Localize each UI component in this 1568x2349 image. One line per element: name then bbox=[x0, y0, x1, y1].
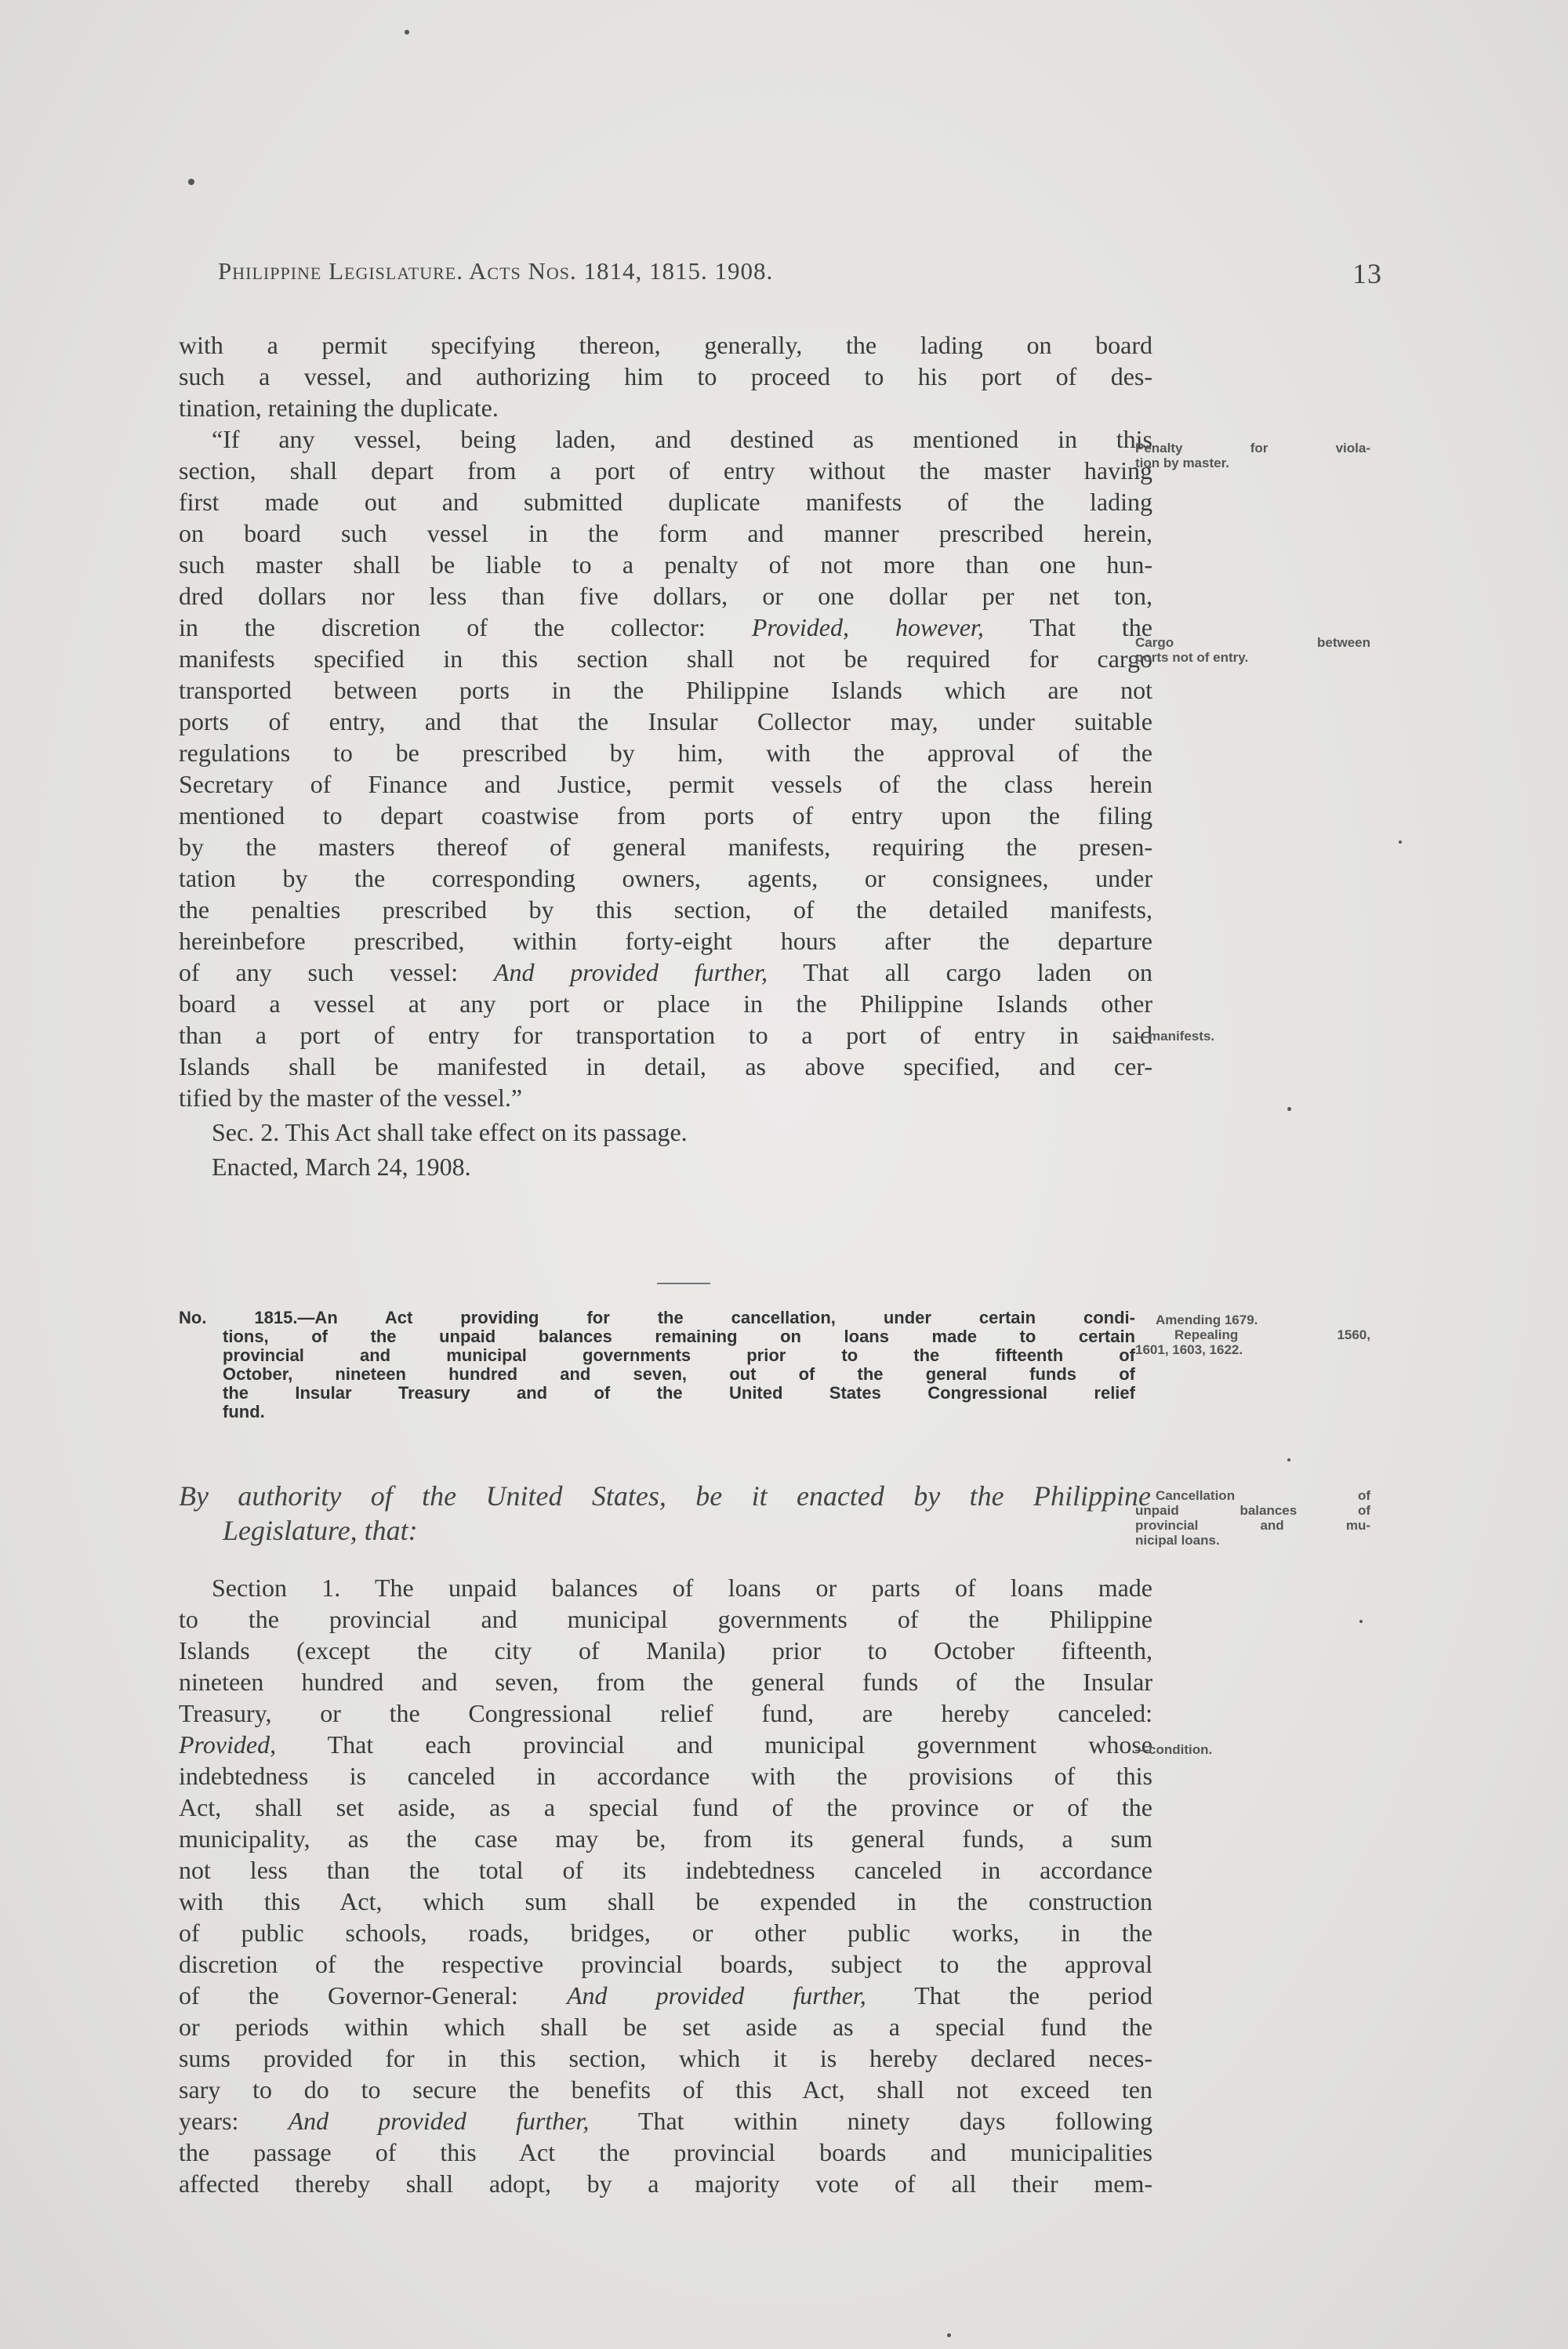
section-divider bbox=[657, 1283, 710, 1284]
text-line: affected thereby shall adopt, by a majority vote of all their mem- bbox=[179, 2169, 1152, 2198]
enacting-clause bbox=[179, 1479, 1151, 1548]
text-line: than a port of entry for transportation to a port of entry in said bbox=[179, 1021, 1152, 1049]
text-line: the passage of this Act the provincial boards and municipalities bbox=[179, 2138, 1152, 2166]
text-line: such master shall be liable to a penalty of not more than one hun- bbox=[179, 550, 1152, 579]
text-line: hereinbefore prescribed, within forty-eight hours after the departure bbox=[179, 927, 1152, 955]
text-line: of public schools, roads, bridges, or other public works, in the bbox=[179, 1919, 1152, 1947]
margin-note-amending: Amending 1679. Repealing 1560, 1601, 1603, 1622. bbox=[1135, 1312, 1370, 1357]
act-1814-continuation bbox=[179, 329, 1152, 1182]
text-line: of any such vessel: And provided further, That all cargo laden on bbox=[179, 958, 1152, 986]
text-line: with this Act, which sum shall be expended in the construction bbox=[179, 1887, 1152, 1915]
title-line: the Insular Treasury and of the United States Congressional relief bbox=[223, 1383, 1135, 1403]
title-line: October, nineteen hundred and seven, out of the general funds of bbox=[223, 1364, 1135, 1384]
title-line: No. 1815.—An Act providing for the cancellation, under certain condi- bbox=[179, 1308, 1135, 1327]
text-line: years: And provided further, That within ninety days following bbox=[179, 2107, 1152, 2135]
text-line: regulations to be prescribed by him, with the approval of the bbox=[179, 739, 1152, 767]
text-line: dred dollars nor less than five dollars, or one dollar per net ton, bbox=[179, 582, 1152, 610]
text-line: of the Governor-General: And provided further, That the period bbox=[179, 1981, 1152, 2010]
text-line: sary to do to secure the benefits of this Act, shall not exceed ten bbox=[179, 2075, 1152, 2104]
text-line: on board such vessel in the form and manner prescribed herein, bbox=[179, 519, 1152, 547]
text-line: discretion of the respective provincial boards, subject to the approval bbox=[179, 1950, 1152, 1978]
text-line: “If any vessel, being laden, and destined as mentioned in this bbox=[212, 425, 1152, 453]
margin-note-manifests: —manifests. bbox=[1135, 1029, 1215, 1044]
text-line: in the discretion of the collector: Provided, however, That the bbox=[179, 613, 1152, 641]
section-1 bbox=[179, 1572, 1152, 2199]
text-line: sums provided for in this section, which it is hereby declared neces- bbox=[179, 2044, 1152, 2072]
act-1815-title bbox=[179, 1309, 1135, 1421]
paper-speck bbox=[1287, 1107, 1291, 1111]
margin-note-penalty: Penalty for viola- tion by master. bbox=[1135, 441, 1370, 470]
text-line: manifests specified in this section shall not be required for cargo bbox=[179, 644, 1152, 673]
margin-note-cancellation: Cancellation of unpaid balances of provincial and mu- nicipal loans. bbox=[1135, 1488, 1370, 1548]
title-line: tions, of the unpaid balances remaining on loans made to certain bbox=[223, 1327, 1135, 1346]
text-line: Provided, That each provincial and municipal government whose bbox=[179, 1730, 1152, 1759]
text-line: Act, shall set aside, as a special fund of the province or of the bbox=[179, 1793, 1152, 1821]
running-head: Philippine Legislature. Acts Nos. 1814, 1815. 1908. bbox=[218, 257, 774, 285]
paper-speck bbox=[947, 2333, 951, 2337]
text-line: by the masters thereof of general manifests, requiring the presen- bbox=[179, 833, 1152, 861]
text-line: municipality, as the case may be, from its general funds, a sum bbox=[179, 1824, 1152, 1853]
paper-speck bbox=[405, 30, 409, 34]
text-line: not less than the total of its indebtedness canceled in accordance bbox=[179, 1856, 1152, 1884]
text-line: or periods within which shall be set aside as a special fund the bbox=[179, 2013, 1152, 2041]
title-line: fund. bbox=[223, 1402, 265, 1421]
paper-speck bbox=[188, 179, 194, 185]
text-line: nineteen hundred and seven, from the general funds of the Insular bbox=[179, 1668, 1152, 1696]
page-number: 13 bbox=[1352, 258, 1382, 289]
text-line: Section 1. The unpaid balances of loans or parts of loans made bbox=[212, 1574, 1152, 1602]
paper-speck bbox=[1287, 1458, 1290, 1461]
text-line: Islands (except the city of Manila) prior to October fifteenth, bbox=[179, 1636, 1152, 1665]
text-line: with a permit specifying thereon, generally, the lading on board bbox=[179, 331, 1152, 359]
text-line: transported between ports in the Philippine Islands which are not bbox=[179, 676, 1152, 704]
page-header bbox=[218, 257, 1382, 296]
text-line: tination, retaining the duplicate. bbox=[179, 394, 499, 422]
text-line: to the provincial and municipal governments of the Philippine bbox=[179, 1605, 1152, 1633]
text-line: the penalties prescribed by this section, of the detailed manifests, bbox=[179, 895, 1152, 924]
text-line: section, shall depart from a port of entry without the master having bbox=[179, 456, 1152, 485]
enacting-line: By authority of the United States, be it enacted by the Philippine bbox=[179, 1480, 1151, 1512]
text-line: tation by the corresponding owners, agents, or consignees, under bbox=[179, 864, 1152, 892]
text-line: Islands shall be manifested in detail, as above specified, and cer- bbox=[179, 1052, 1152, 1080]
title-line: provincial and municipal governments prior to the fifteenth of bbox=[223, 1345, 1135, 1365]
text-line: ports of entry, and that the Insular Collector may, under suitable bbox=[179, 707, 1152, 735]
text-line: Treasury, or the Congressional relief fund, are hereby canceled: bbox=[179, 1699, 1152, 1727]
margin-note-cargo: Cargo between ports not of entry. bbox=[1135, 635, 1370, 665]
enacting-line: Legislature, that: bbox=[223, 1515, 418, 1546]
enacted-date: Enacted, March 24, 1908. bbox=[212, 1153, 471, 1181]
text-line: Secretary of Finance and Justice, permit vessels of the class herein bbox=[179, 770, 1152, 798]
section-2: Sec. 2. This Act shall take effect on its passage. bbox=[212, 1118, 688, 1146]
paper-speck bbox=[1359, 1620, 1363, 1623]
paper-speck bbox=[1399, 840, 1402, 844]
margin-note-condition: —condition. bbox=[1135, 1742, 1213, 1757]
text-line: board a vessel at any port or place in the Philippine Islands other bbox=[179, 989, 1152, 1018]
text-line: mentioned to depart coastwise from ports of entry upon the filing bbox=[179, 801, 1152, 830]
text-line: such a vessel, and authorizing him to proceed to his port of des- bbox=[179, 362, 1152, 390]
text-line: first made out and submitted duplicate manifests of the lading bbox=[179, 488, 1152, 516]
text-line: indebtedness is canceled in accordance with the provisions of this bbox=[179, 1762, 1152, 1790]
text-line: tified by the master of the vessel.” bbox=[179, 1084, 523, 1112]
